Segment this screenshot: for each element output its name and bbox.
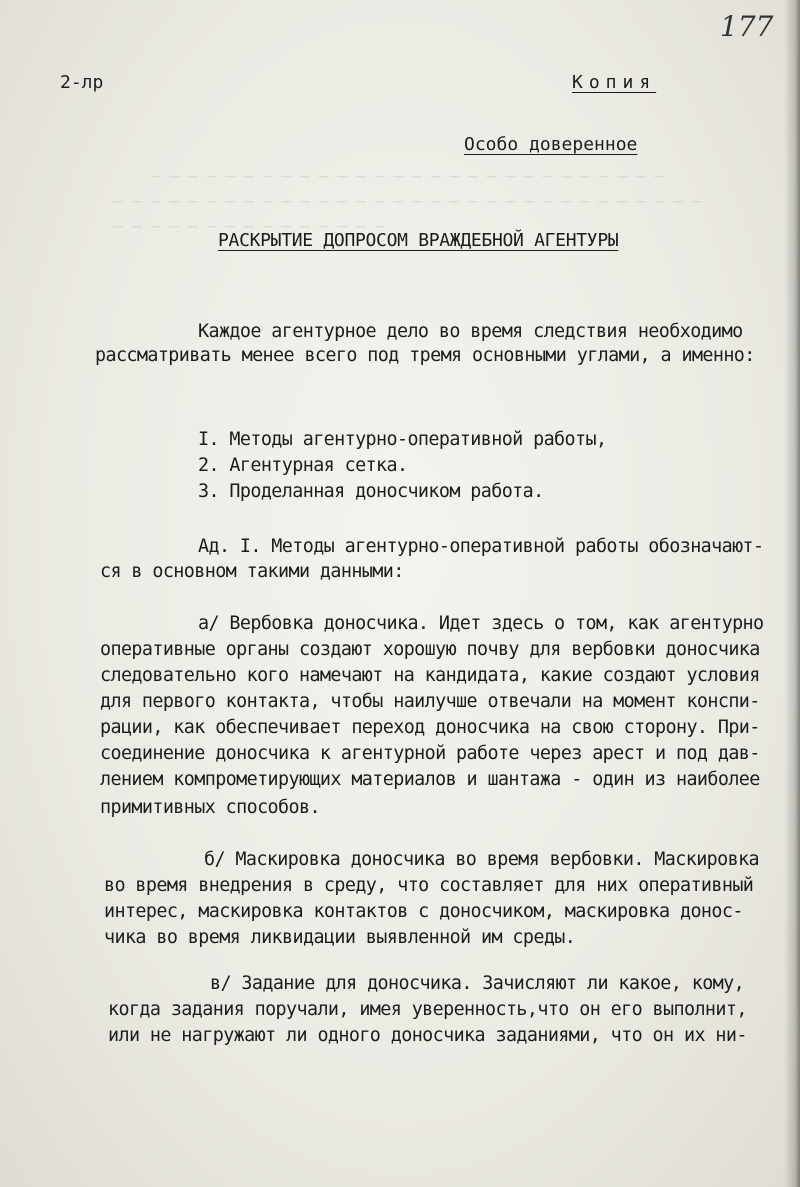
- paragraph-a-line: оперативные органы создают хорошую почву для вербовки доносчика: [100, 639, 760, 660]
- paragraph-c-line: когда задания поручали, имея уверенность,что он его выполнит,: [108, 999, 747, 1020]
- paragraph-a-line: соединение доносчика к агентурной работе через арест и под дав-: [100, 743, 760, 764]
- paragraph-c-line: в/ Задание для доносчика. Зачисляют ли какое, кому,: [210, 973, 745, 994]
- paragraph-b-line: чика во время ликвидации выявленной им среды.: [104, 927, 576, 948]
- bleed-through-text: ─ ─ ─ ─ ─ ─ ─ ─ ─ ─ ─ ─ ─ ─ ─ ─ ─ ─ ─ ─ ─ ─ ─ ─ ─ ─ ─ ─ ─ ─ ─ ─ ─ ─ ─ ─ ─ ─ ─ ─ ─ ─ ─ ─ ─ ─ ─ ─ ─ ─ ─ ─ ─ ─ ─ ─ ─ ─ ─ ─ ─ ─ ─ ─ ─ ─ ─ ─ ─ ─ ─ ─ ─ ─ ─: [113, 168, 702, 236]
- classification-label: Особо доверенное: [464, 134, 638, 155]
- paragraph-a-line: примитивных способов.: [100, 797, 320, 818]
- document-number: 2-лр: [60, 72, 104, 93]
- paragraph-b-line: во время внедрения в среду, что составляет для них оперативный: [104, 875, 754, 896]
- list-item: I. Методы агентурно-оперативной работы,: [198, 429, 607, 450]
- paragraph-c-line: или не нагружают ли одного доносчика заданиями, что он их ни-: [108, 1025, 747, 1046]
- paragraph-b-line: б/ Маскировка доносчика во время вербовки. Маскировка: [204, 849, 760, 870]
- list-item: 2. Агентурная сетка.: [198, 455, 408, 476]
- folio-number: 177: [720, 10, 774, 43]
- section-heading-line: ся в основном такими данными:: [100, 561, 404, 582]
- paragraph-a-line: для первого контакта, чтобы наилучше отвечали на момент конспи-: [100, 691, 760, 712]
- scan-edge-shadow: [784, 0, 800, 1187]
- section-heading-line: Ад. I. Методы агентурно-оперативной работы обозначают-: [198, 536, 764, 557]
- paragraph-b-line: интерес, маскировка контактов с доносчиком, маскировка донос-: [104, 901, 743, 922]
- paragraph-a-line: следовательно кого намечают на кандидата, какие создают условия: [100, 665, 760, 686]
- intro-line: рассматривать менее всего под тремя основными углами, а именно:: [95, 345, 755, 366]
- paragraph-a-line: рации, как обеспечивает переход доносчика на свою сторону. При-: [100, 717, 760, 738]
- document-title: РАСКРЫТИЕ ДОПРОСОМ ВРАЖДЕБНОЙ АГЕНТУРЫ: [218, 230, 619, 251]
- list-item: 3. Проделанная доносчиком работа.: [198, 481, 544, 502]
- paragraph-a-line: лением компрометирующих материалов и шантажа - один из наиболее: [100, 769, 760, 790]
- intro-line: Каждое агентурное дело во время следствия необходимо: [198, 321, 743, 342]
- copy-mark: Копия: [572, 72, 657, 93]
- paragraph-a-line: а/ Вербовка доносчика. Идет здесь о том, как агентурно: [198, 613, 764, 634]
